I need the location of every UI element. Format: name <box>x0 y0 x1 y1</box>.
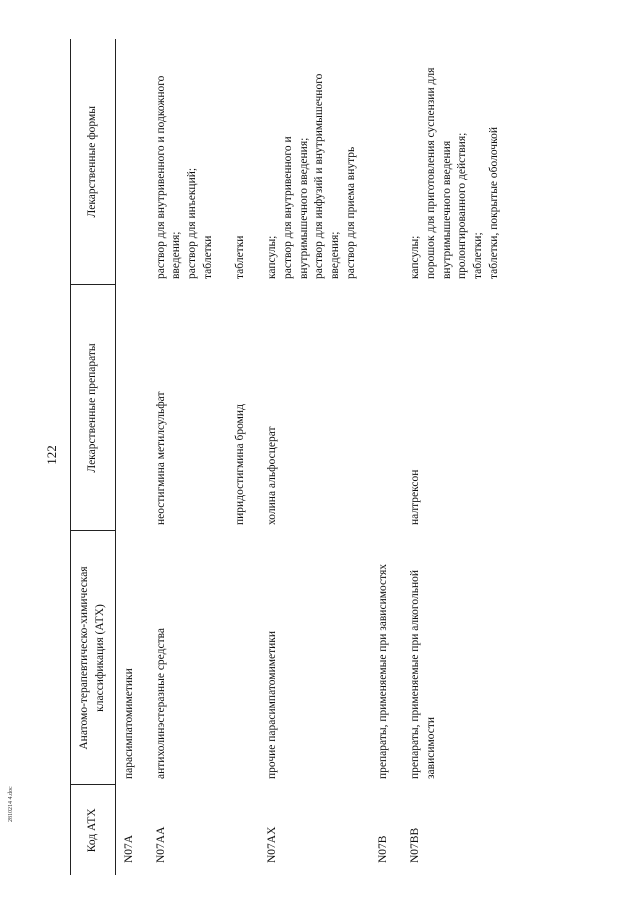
atc-classification-cell <box>227 531 259 785</box>
drug-name-cell: холина альфосцерат <box>265 426 278 525</box>
dosage-form-item: капсулы; <box>265 235 278 279</box>
atc-code-cell: N07B <box>377 835 390 863</box>
atc-drug-table <box>70 39 513 875</box>
table-row <box>115 39 147 875</box>
drug-name-cell: неостигмина метилсульфат <box>154 391 167 525</box>
dosage-forms-cell <box>370 39 402 285</box>
dosage-form-item: раствор для внутривенного и внутримышечного введения; <box>281 136 310 279</box>
header-drugs: Лекарственные препараты <box>71 285 116 531</box>
atc-code-cell: N07AX <box>265 826 278 863</box>
header-atc-classification: Анатомо-терапевтическо-химическая классификация (АТХ) <box>71 531 116 785</box>
table-body <box>115 39 513 875</box>
dosage-form-item: таблетки <box>234 235 247 279</box>
dosage-forms-cell <box>115 39 147 285</box>
dosage-form-item: таблетки, покрытые оболочкой <box>488 127 501 279</box>
dosage-form-item: раствор для инъекций; <box>186 167 199 279</box>
table-row <box>227 39 259 875</box>
dosage-form-item: капсулы; <box>408 235 421 279</box>
drug-name-cell <box>370 285 402 531</box>
dosage-form-item: порошок для приготовления суспензии для внутримышечного введения пролонгированного действия; <box>424 67 469 279</box>
drug-name-cell: пиридостигмина бромид <box>234 404 247 525</box>
dosage-form-item: раствор для инфузий и внутримышечного введения; <box>313 73 342 279</box>
table-header-row <box>71 39 116 875</box>
atc-code-cell <box>227 785 259 875</box>
atc-code-cell: N07AA <box>154 826 167 863</box>
table-row <box>148 39 227 875</box>
atc-classification-cell: препараты, применяемые при зависимостях <box>377 563 390 779</box>
dosage-form-item: раствор для приема внутрь <box>345 146 358 279</box>
atc-classification-cell: препараты, применяемые при алкогольной зависимости <box>408 570 437 779</box>
header-dosage-forms: Лекарственные формы <box>71 39 116 285</box>
dosage-forms-cell <box>148 39 227 285</box>
dosage-forms-cell <box>402 39 513 285</box>
atc-classification-cell: парасимпатомиметики <box>122 668 135 779</box>
rotated-table-area <box>40 35 640 875</box>
atc-code-cell: N07A <box>122 834 135 863</box>
atc-classification-cell: антихолинэстеразные средства <box>154 628 167 779</box>
table-row <box>402 39 513 875</box>
drug-name-cell: налтрексон <box>408 469 421 525</box>
dosage-forms-cell <box>259 39 370 285</box>
page-number: 122 <box>44 445 59 465</box>
dosage-form-item: раствор для внутривенного и подкожного введения; <box>154 75 183 279</box>
atc-classification-cell: прочие парасимпатомиметики <box>265 630 278 779</box>
dosage-form-item: таблетки <box>202 235 215 279</box>
atc-code-cell: N07BB <box>408 827 421 863</box>
table-row <box>259 39 370 875</box>
drug-name-cell <box>115 285 147 531</box>
dosage-forms-cell <box>227 39 259 285</box>
dosage-form-item: таблетки; <box>472 232 485 279</box>
footer-filename: 2810214 4.doc <box>8 786 14 822</box>
header-atc-code: Код АТХ <box>71 785 116 875</box>
table-row <box>370 39 402 875</box>
